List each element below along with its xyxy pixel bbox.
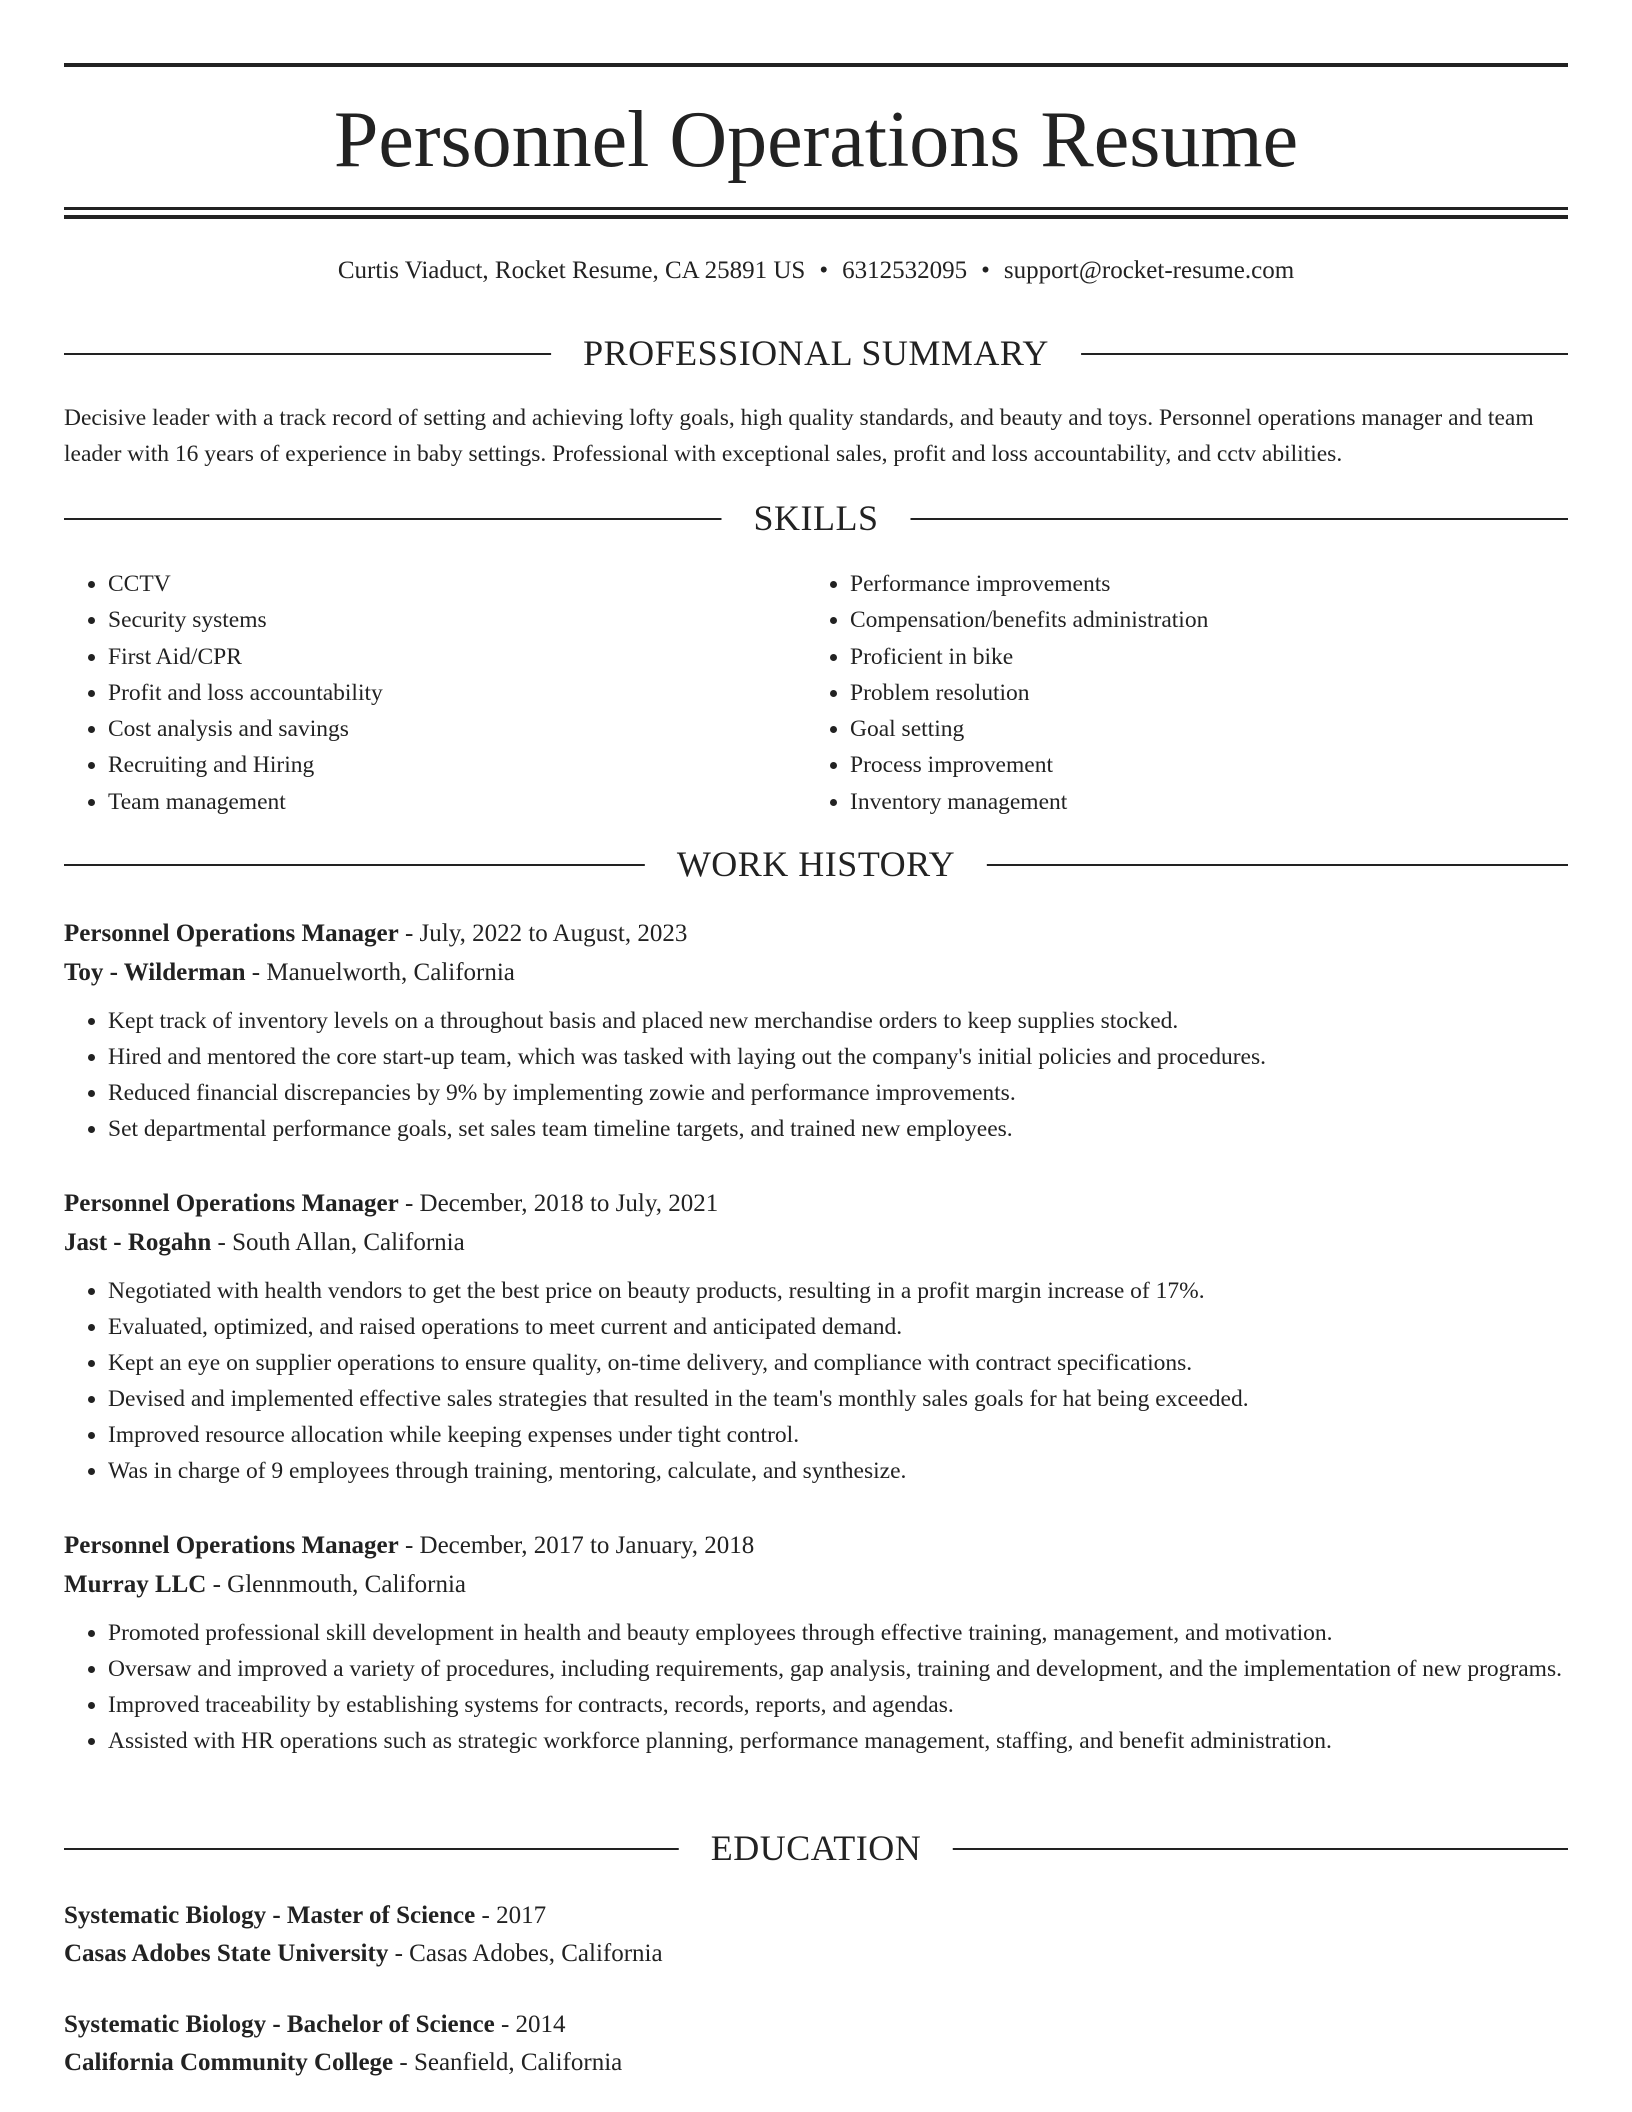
contact-email: support@rocket-resume.com [1003, 257, 1295, 284]
professional-summary: Decisive leader with a track record of setting and achieving lofty goals, high quality standards, and beauty and toys. Personnel operations manager and team leader with 16 years of experience in baby settings. Professional with exceptional sales, profit and loss accountability, and cctv abilities. [64, 405, 1534, 467]
education-degree: Systematic Biology - Bachelor of Science [64, 2011, 495, 2038]
job-entry [64, 1184, 1568, 1489]
top-rule [64, 63, 1568, 67]
job-bullet: • Improved resource allocation while keeping expenses under tight control. [108, 1417, 1568, 1453]
job-title: Personnel Operations Manager [64, 1190, 399, 1217]
skill-item: • Problem resolution [850, 675, 1550, 711]
section-heading-education [64, 1826, 1568, 1870]
job-bullet: • Set departmental performance goals, set sales team timeline targets, and trained new employees. [108, 1111, 1568, 1147]
job-bullet: • Negotiated with health vendors to get the best price on beauty products, resulting in a profit margin increase of 17%. [108, 1273, 1568, 1309]
contact-phone: 6312532095 [842, 257, 968, 284]
education-entry [64, 2006, 1568, 2082]
job-title-line [64, 1184, 1568, 1224]
skill-item: • Security systems [108, 602, 808, 638]
section-label: EDUCATION [679, 1826, 953, 1870]
skills-column-right [806, 566, 1550, 820]
skill-item: • Team management [108, 784, 808, 820]
education-year: - 2017 [475, 1902, 547, 1929]
education-school-line [64, 1935, 1568, 1973]
section-heading-work-history [64, 842, 1568, 886]
job-title-line [64, 1526, 1568, 1566]
job-company-line [64, 1565, 1568, 1605]
job-bullet: • Reduced financial discrepancies by 9% by implementing zowie and performance improvements. [108, 1075, 1568, 1111]
job-bullet: • Kept track of inventory levels on a throughout basis and placed new merchandise orders to keep supplies stocked. [108, 1003, 1568, 1039]
job-dates: - July, 2022 to August, 2023 [398, 920, 688, 947]
education-school-line [64, 2044, 1568, 2082]
skill-item: • Compensation/benefits administration [850, 602, 1550, 638]
contact-address: Curtis Viaduct, Rocket Resume, CA 25891 US [337, 257, 806, 284]
skill-item: • Inventory management [850, 784, 1550, 820]
section-heading-summary [64, 331, 1568, 375]
job-title-line [64, 914, 1568, 954]
section-heading-skills [64, 496, 1568, 540]
skills-column-left [64, 566, 808, 820]
education-year: - 2014 [494, 2011, 566, 2038]
section-label: PROFESSIONAL SUMMARY [551, 331, 1081, 375]
job-bullet: • Hired and mentored the core start-up team, which was tasked with laying out the company's initial policies and procedures. [108, 1039, 1568, 1075]
job-company: Jast - Rogahn [64, 1229, 212, 1256]
job-location: - South Allan, California [211, 1229, 465, 1256]
skill-item: • CCTV [108, 566, 808, 602]
education-location: - Seanfield, California [393, 2049, 623, 2076]
job-company-line [64, 953, 1568, 993]
job-bullets [64, 1003, 1568, 1147]
job-company-line [64, 1223, 1568, 1263]
job-bullet: • Was in charge of 9 employees through training, mentoring, calculate, and synthesize. [108, 1453, 1568, 1489]
job-dates: - December, 2018 to July, 2021 [398, 1190, 719, 1217]
contact-separator: • [981, 257, 990, 284]
education-degree-line [64, 1897, 1568, 1935]
education-location: - Casas Adobes, California [388, 1940, 663, 1967]
job-bullet: • Devised and implemented effective sales strategies that resulted in the team's monthly sales goals for hat being exceeded. [108, 1381, 1568, 1417]
job-company: Toy - Wilderman [64, 959, 246, 986]
title-rule-upper [64, 207, 1568, 210]
skill-item: • Recruiting and Hiring [108, 747, 808, 783]
resume-title: Personnel Operations Resume [333, 96, 1299, 184]
education-degree: Systematic Biology - Master of Science [64, 1902, 476, 1929]
job-entry [64, 1526, 1568, 1759]
education-school: Casas Adobes State University [64, 1940, 389, 1967]
skill-item: • Process improvement [850, 747, 1550, 783]
contact-line [64, 254, 1568, 288]
title-rule-lower [64, 215, 1568, 219]
job-bullet: • Improved traceability by establishing systems for contracts, records, reports, and agendas. [108, 1687, 1568, 1723]
education-degree-line [64, 2006, 1568, 2044]
section-label: SKILLS [721, 496, 910, 540]
skill-item: • Goal setting [850, 711, 1550, 747]
job-bullet: • Oversaw and improved a variety of procedures, including requirements, gap analysis, training and development, and the implementation of new programs. [108, 1651, 1568, 1687]
skill-item: • First Aid/CPR [108, 639, 808, 675]
job-location: - Glennmouth, California [206, 1571, 467, 1598]
job-bullet: • Evaluated, optimized, and raised operations to meet current and anticipated demand. [108, 1309, 1568, 1345]
education-entry [64, 1897, 1568, 1973]
job-bullet: • Kept an eye on supplier operations to ensure quality, on-time delivery, and compliance with contract specifications. [108, 1345, 1568, 1381]
job-bullet: • Promoted professional skill development in health and beauty employees through effective training, management, and motivation. [108, 1615, 1568, 1651]
job-title: Personnel Operations Manager [64, 920, 399, 947]
job-entry [64, 914, 1568, 1147]
job-title: Personnel Operations Manager [64, 1532, 399, 1559]
job-company: Murray LLC [64, 1571, 207, 1598]
skill-item: • Cost analysis and savings [108, 711, 808, 747]
skill-item: • Profit and loss accountability [108, 675, 808, 711]
skill-item: • Proficient in bike [850, 639, 1550, 675]
education-school: California Community College [64, 2049, 394, 2076]
job-bullet: • Assisted with HR operations such as strategic workforce planning, performance management, staffing, and benefit administration. [108, 1723, 1568, 1759]
job-bullets [64, 1273, 1568, 1489]
section-label: WORK HISTORY [645, 842, 987, 886]
job-bullets [64, 1615, 1568, 1759]
skill-item: • Performance improvements [850, 566, 1550, 602]
job-dates: - December, 2017 to January, 2018 [398, 1532, 755, 1559]
job-location: - Manuelworth, California [245, 959, 515, 986]
contact-separator: • [819, 257, 829, 284]
